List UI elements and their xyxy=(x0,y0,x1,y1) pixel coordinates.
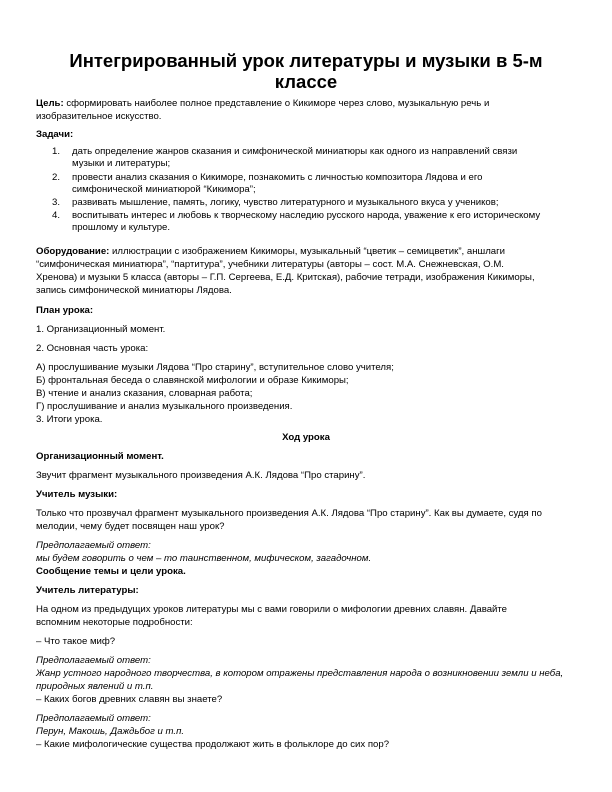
goal-text-1: сформировать наиболее полное представление о Кикиморе через слово, музыкальную речь и xyxy=(63,98,490,109)
task-number: 4. xyxy=(52,210,61,221)
music-question-1: Только что прозвучал фрагмент музыкального произведения А.К. Лядова “Про старину”. Как вы думаете, судя по xyxy=(36,508,542,519)
task-line: симфонической миниатюрой “Кикимора”; xyxy=(72,184,256,195)
org-heading: Организационный момент. xyxy=(36,451,164,462)
equipment-text-4: запись симфонической миниатюры Лядова. xyxy=(36,285,232,296)
plan-subitem: Б) фронтальная беседа о славянской мифологии и образе Кикиморы; xyxy=(36,375,349,386)
equipment-paragraph xyxy=(36,246,505,258)
question-myth: – Что такое миф? xyxy=(36,636,116,647)
topic-heading: Сообщение темы и цели урока. xyxy=(36,566,186,577)
expected-answer-text: Жанр устного народного творчества, в котором отражены представления народа о возникновении земли и неба, xyxy=(36,668,564,679)
task-number: 3. xyxy=(52,197,61,208)
plan-item: 3. Итоги урока. xyxy=(36,414,103,425)
title-line-2: классе xyxy=(274,71,338,92)
goal-text-2: изобразительное искусство. xyxy=(36,111,162,122)
task-line: музыки и литературы; xyxy=(72,158,171,169)
lit-text-1: На одном из предыдущих уроков литературы мы с вами говорили о мифологии древних славян. Давайте xyxy=(36,604,508,615)
task-line: воспитывать интерес и любовь к творческому наследию русского народа, уважение к его историческому xyxy=(72,210,541,221)
task-line: дать определение жанров сказания и симфонической миниатюры как одного из направлений связи xyxy=(72,146,518,157)
equipment-label: Оборудование: xyxy=(36,246,110,257)
equipment-text-1: иллюстрации с изображением Кикиморы, музыкальный “цветик – семицветик”, аншлаги xyxy=(109,246,505,257)
lit-teacher-label: Учитель литературы: xyxy=(36,585,139,596)
task-line: прошлому и культуре. xyxy=(72,222,171,233)
goal-paragraph xyxy=(36,98,489,110)
tasks-heading: Задачи: xyxy=(36,129,74,140)
plan-item: 2. Основная часть урока: xyxy=(36,343,149,354)
expected-answer-label: Предполагаемый ответ: xyxy=(36,540,151,551)
goal-label: Цель: xyxy=(36,98,64,109)
music-question-2: мелодии, чему будет посвящен наш урок? xyxy=(36,521,225,532)
task-line: провести анализ сказания о Кикиморе, познакомить с личностью композитора Лядова и его xyxy=(72,172,483,183)
plan-item: 1. Организационный момент. xyxy=(36,324,166,335)
equipment-text-3: Хренова) и музыки 5 класса (авторы – Г.П. Сергеева, Е.Д. Критская), рабочие тетради, изображения Кикиморы, xyxy=(36,272,535,283)
task-item xyxy=(72,146,582,170)
expected-answer-text: мы будем говорить о чем – то таинственном, мифическом, загадочном. xyxy=(36,553,372,564)
plan-subitem: А) прослушивание музыки Лядова “Про старину”, вступительное слово учителя; xyxy=(36,362,394,373)
task-item: развивать мышление, память, логику, чувство литературного и музыкального вкуса у учеников; xyxy=(72,197,499,208)
task-number: 2. xyxy=(52,172,61,183)
title-line-1: Интегрированный урок литературы и музыки в 5-м xyxy=(69,50,543,71)
expected-answer-text: Перун, Макошь, Даждьбог и т.п. xyxy=(36,726,185,737)
plan-subitem: Г) прослушивание и анализ музыкального произведения. xyxy=(36,401,293,412)
page-title xyxy=(40,50,572,92)
music-teacher-label: Учитель музыки: xyxy=(36,489,118,500)
plan-subitem: В) чтение и анализ сказания, словарная работа; xyxy=(36,388,253,399)
task-item xyxy=(72,210,582,234)
expected-answer-text: природных явлений и т.п. xyxy=(36,681,154,692)
task-number: 1. xyxy=(52,146,61,157)
expected-answer-label: Предполагаемый ответ: xyxy=(36,713,151,724)
expected-answer-label: Предполагаемый ответ: xyxy=(36,655,151,666)
equipment-text-2: “симфоническая миниатюра”, “партитура”, учебники литературы (авторы – сост. М.А. Снежневская, О.М. xyxy=(36,259,504,270)
lesson-heading: Ход урока xyxy=(282,432,330,443)
question-creatures: – Какие мифологические существа продолжают жить в фольклоре до сих пор? xyxy=(36,739,390,750)
question-gods: – Каких богов древних славян вы знаете? xyxy=(36,694,223,705)
org-text: Звучит фрагмент музыкального произведения А.К. Лядова “Про старину”. xyxy=(36,470,366,481)
lit-text-2: вспомним некоторые подробности: xyxy=(36,617,193,628)
task-item xyxy=(72,172,582,196)
plan-heading: План урока: xyxy=(36,305,94,316)
